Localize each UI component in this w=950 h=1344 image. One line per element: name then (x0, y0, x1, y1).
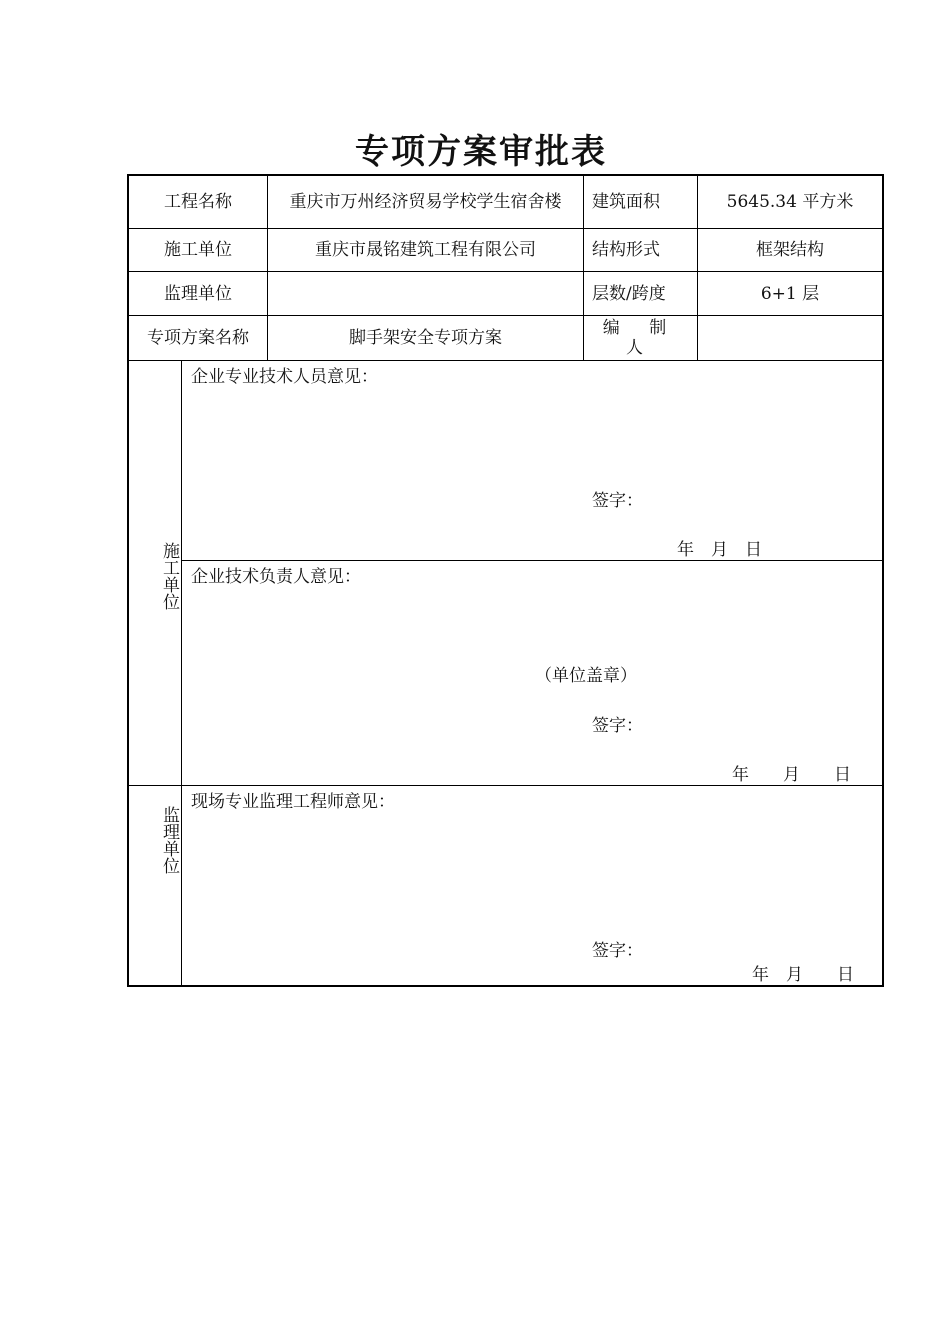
engineer-date: 年 月 日 (752, 965, 854, 985)
form-title: 专项方案审批表 (355, 132, 607, 172)
contractor-value: 重庆市晟铭建筑工程有限公司 (315, 240, 536, 260)
tech-head-date: 年 月 日 (732, 765, 851, 785)
tech-staff-opinion-label: 企业专业技术人员意见： (191, 367, 378, 387)
author-label (584, 316, 697, 360)
row-divider (129, 360, 882, 361)
supervision-unit-side-label: 监理单位 (159, 806, 179, 874)
structure-value: 框架结构 (756, 240, 824, 260)
tech-staff-sign-label: 签字： (592, 491, 643, 511)
tech-staff-date: 年 月 日 (677, 540, 762, 560)
building-area-label: 建筑面积 (592, 192, 660, 212)
approval-form-table (127, 174, 884, 987)
contractor-label: 施工单位 (164, 240, 232, 260)
supervisor-label: 监理单位 (164, 283, 232, 304)
floors-value: 6+1 层 (760, 283, 820, 304)
seal-label: （单位盖章） (535, 666, 637, 686)
project-name-label: 工程名称 (164, 192, 232, 212)
side-column-divider (181, 360, 182, 985)
floors-label: 层数/跨度 (592, 283, 666, 304)
engineer-opinion-label: 现场专业监理工程师意见： (191, 792, 395, 812)
plan-name-label: 专项方案名称 (147, 328, 249, 348)
engineer-sign-label: 签字： (592, 941, 643, 961)
section-divider (129, 785, 882, 786)
plan-name-value: 脚手架安全专项方案 (349, 328, 502, 348)
author-label-text: 编 制 人 (602, 318, 679, 358)
construction-unit-side-label: 施工单位 (159, 542, 179, 610)
supervisor-value[interactable] (268, 272, 583, 315)
tech-head-opinion-label: 企业技术负责人意见： (191, 567, 361, 587)
author-value[interactable] (698, 316, 882, 360)
section-divider (181, 560, 882, 561)
tech-head-sign-label: 签字： (592, 716, 643, 736)
building-area-value: 5645.34 平方米 (726, 192, 854, 212)
project-name-value: 重庆市万州经济贸易学校学生宿舍楼 (289, 192, 562, 212)
structure-label: 结构形式 (592, 240, 660, 260)
